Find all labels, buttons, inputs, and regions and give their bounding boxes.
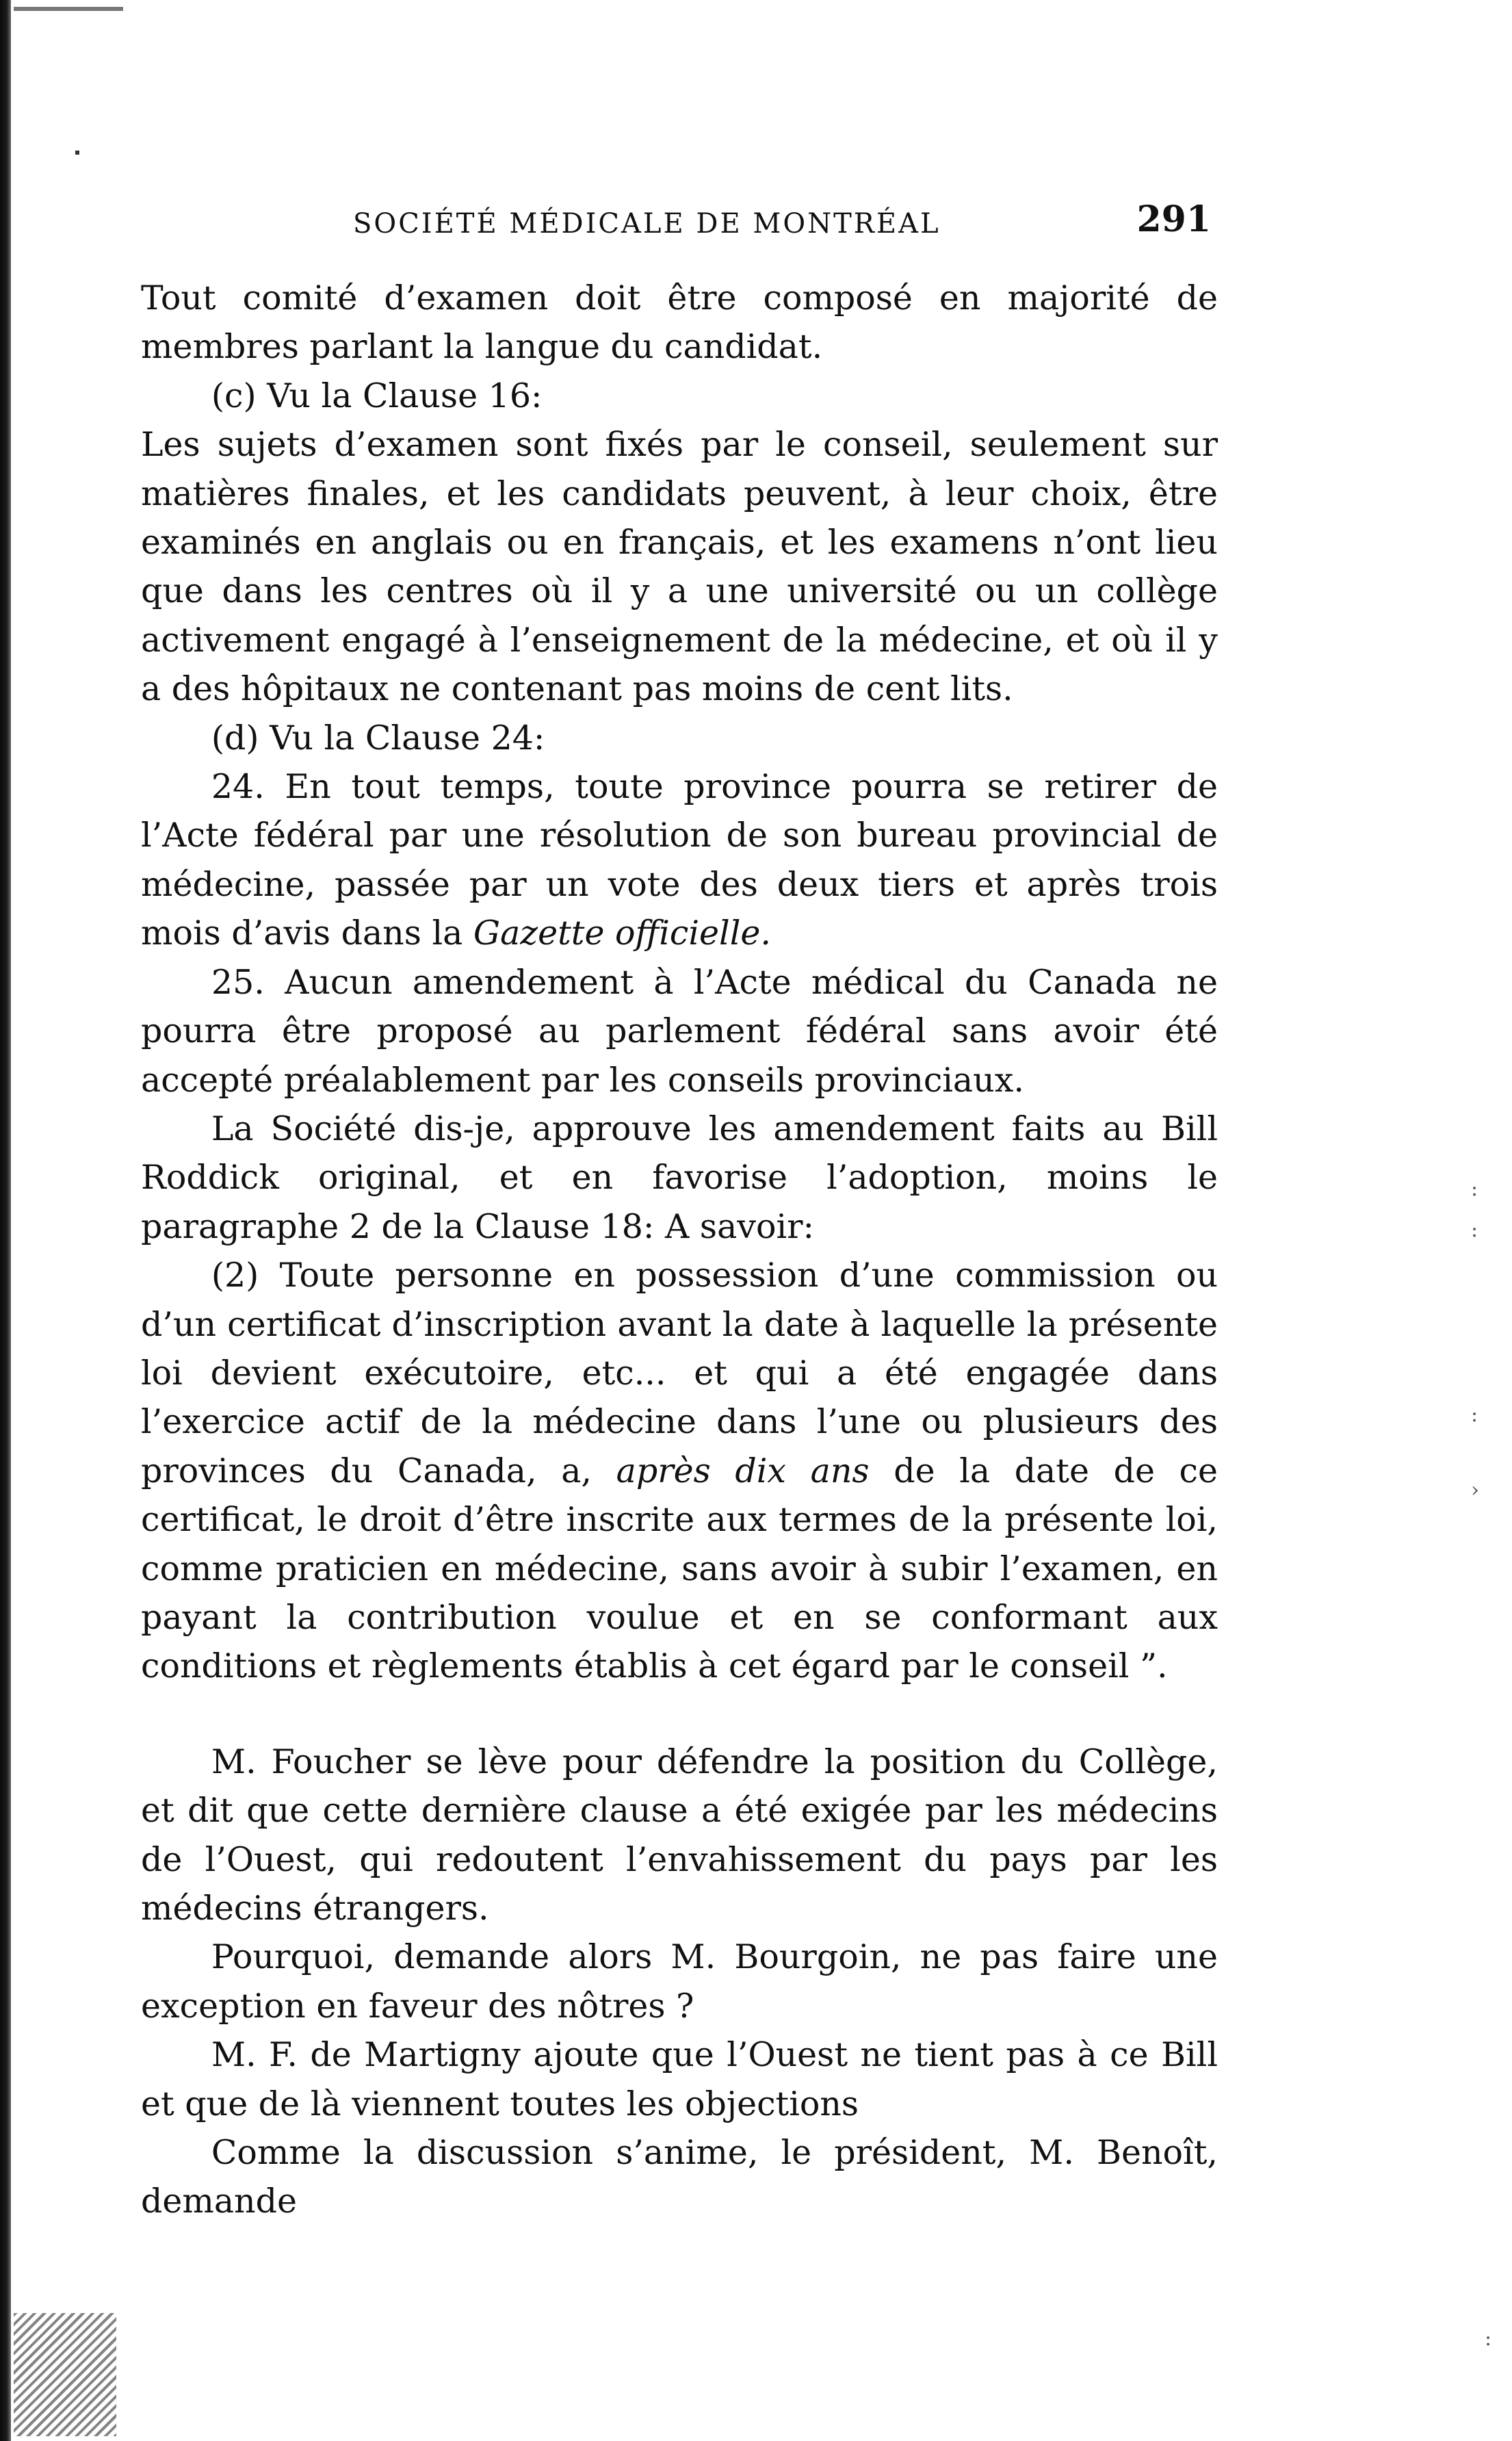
scan-speck: [14, 2313, 116, 2436]
paragraph: 25. Aucun amendement à l’Acte médical du Canada ne pourra être proposé au parlement fédéral sans avoir été accepté préalablement par les conseils provinciaux.: [141, 962, 1218, 1100]
scan-speck: [14, 7, 123, 11]
paragraph: Les sujets d’examen sont fixés par le conseil, seulement sur matières finales, et les candidats peuvent, à leur choix, être examinés en anglais ou en français, et les examens n’ont lieu que dans les centres où il y a une université ou un collège activement engagé à l’enseignement de la médecine, et où il y a des hôpitaux ne contenant pas moins de cent lits.: [141, 425, 1218, 709]
paragraph: M. F. de Martigny ajoute que l’Ouest ne tient pas à ce Bill et que de là viennent toutes les objections: [141, 2035, 1218, 2123]
paragraph: Tout comité d’examen doit être composé en majorité de membres parlant la langue du candidat.: [141, 279, 1218, 367]
paragraph-text: 24. En tout temps, toute province pourra se retirer de l’Acte fédéral par une résolution de son bureau provincial de médecine, passée par un vote des deux tiers et après trois mois d’avis dans la: [141, 767, 1218, 953]
paragraph: Pourquoi, demande alors M. Bourgoin, ne pas faire une exception en faveur des nôtres ?: [141, 1937, 1218, 2026]
page-content: [141, 198, 1218, 2226]
running-title: SOCIÉTÉ MÉDICALE DE MONTRÉAL: [353, 208, 941, 240]
paragraph: M. Foucher se lève pour défendre la position du Collège, et dit que cette dernière clause a été exigée par les médecins de l’Ouest, qui redoutent l’envahissement du pays par les médecins étrangers.: [141, 1742, 1218, 1928]
paragraph: [141, 1251, 1218, 1691]
margin-mark: :: [1485, 2327, 1492, 2351]
page-number: 291: [1136, 198, 1211, 240]
page-header: [141, 198, 1218, 246]
paragraph: (d) Vu la Clause 24:: [211, 718, 545, 758]
margin-mark: ›: [1471, 1478, 1479, 1502]
paragraph: [141, 762, 1218, 958]
italic-text: Gazette officielle.: [473, 914, 771, 953]
italic-text: après dix ans: [616, 1451, 870, 1490]
paragraph: La Société dis-je, approuve les amendement faits au Bill Roddick original, et en favorise l’adoption, moins le paragraphe 2 de la Clause 18: A savoir:: [141, 1109, 1218, 1246]
body-text: [141, 274, 1218, 2226]
scan-speck: [75, 151, 79, 155]
paragraph: (c) Vu la Clause 16:: [211, 376, 543, 415]
paragraph: Comme la discussion s’anime, le président, M. Benoît, demande: [141, 2133, 1218, 2221]
paragraph-text: de la date de ce certificat, le droit d’être inscrite aux termes de la présente loi, comme praticien en médecine, sans avoir à subir l’examen, en payant la contribution voulue et en se conformant aux conditions et règlements établis à cet égard par le conseil ”.: [141, 1451, 1218, 1686]
margin-mark: :: [1471, 1177, 1478, 1201]
scan-binding-edge: [0, 0, 11, 2441]
margin-mark: :: [1471, 1218, 1478, 1242]
paragraph-text: (2) Toute personne en possession d’une commission ou d’un certificat d’inscription avant la date à laquelle la présente loi devient exécutoire, etc... et qui a été engagée dans l’exercice actif de la médecine dans l’une ou plusieurs des provinces du Canada, a,: [141, 1256, 1218, 1490]
margin-mark: :: [1471, 1403, 1478, 1427]
